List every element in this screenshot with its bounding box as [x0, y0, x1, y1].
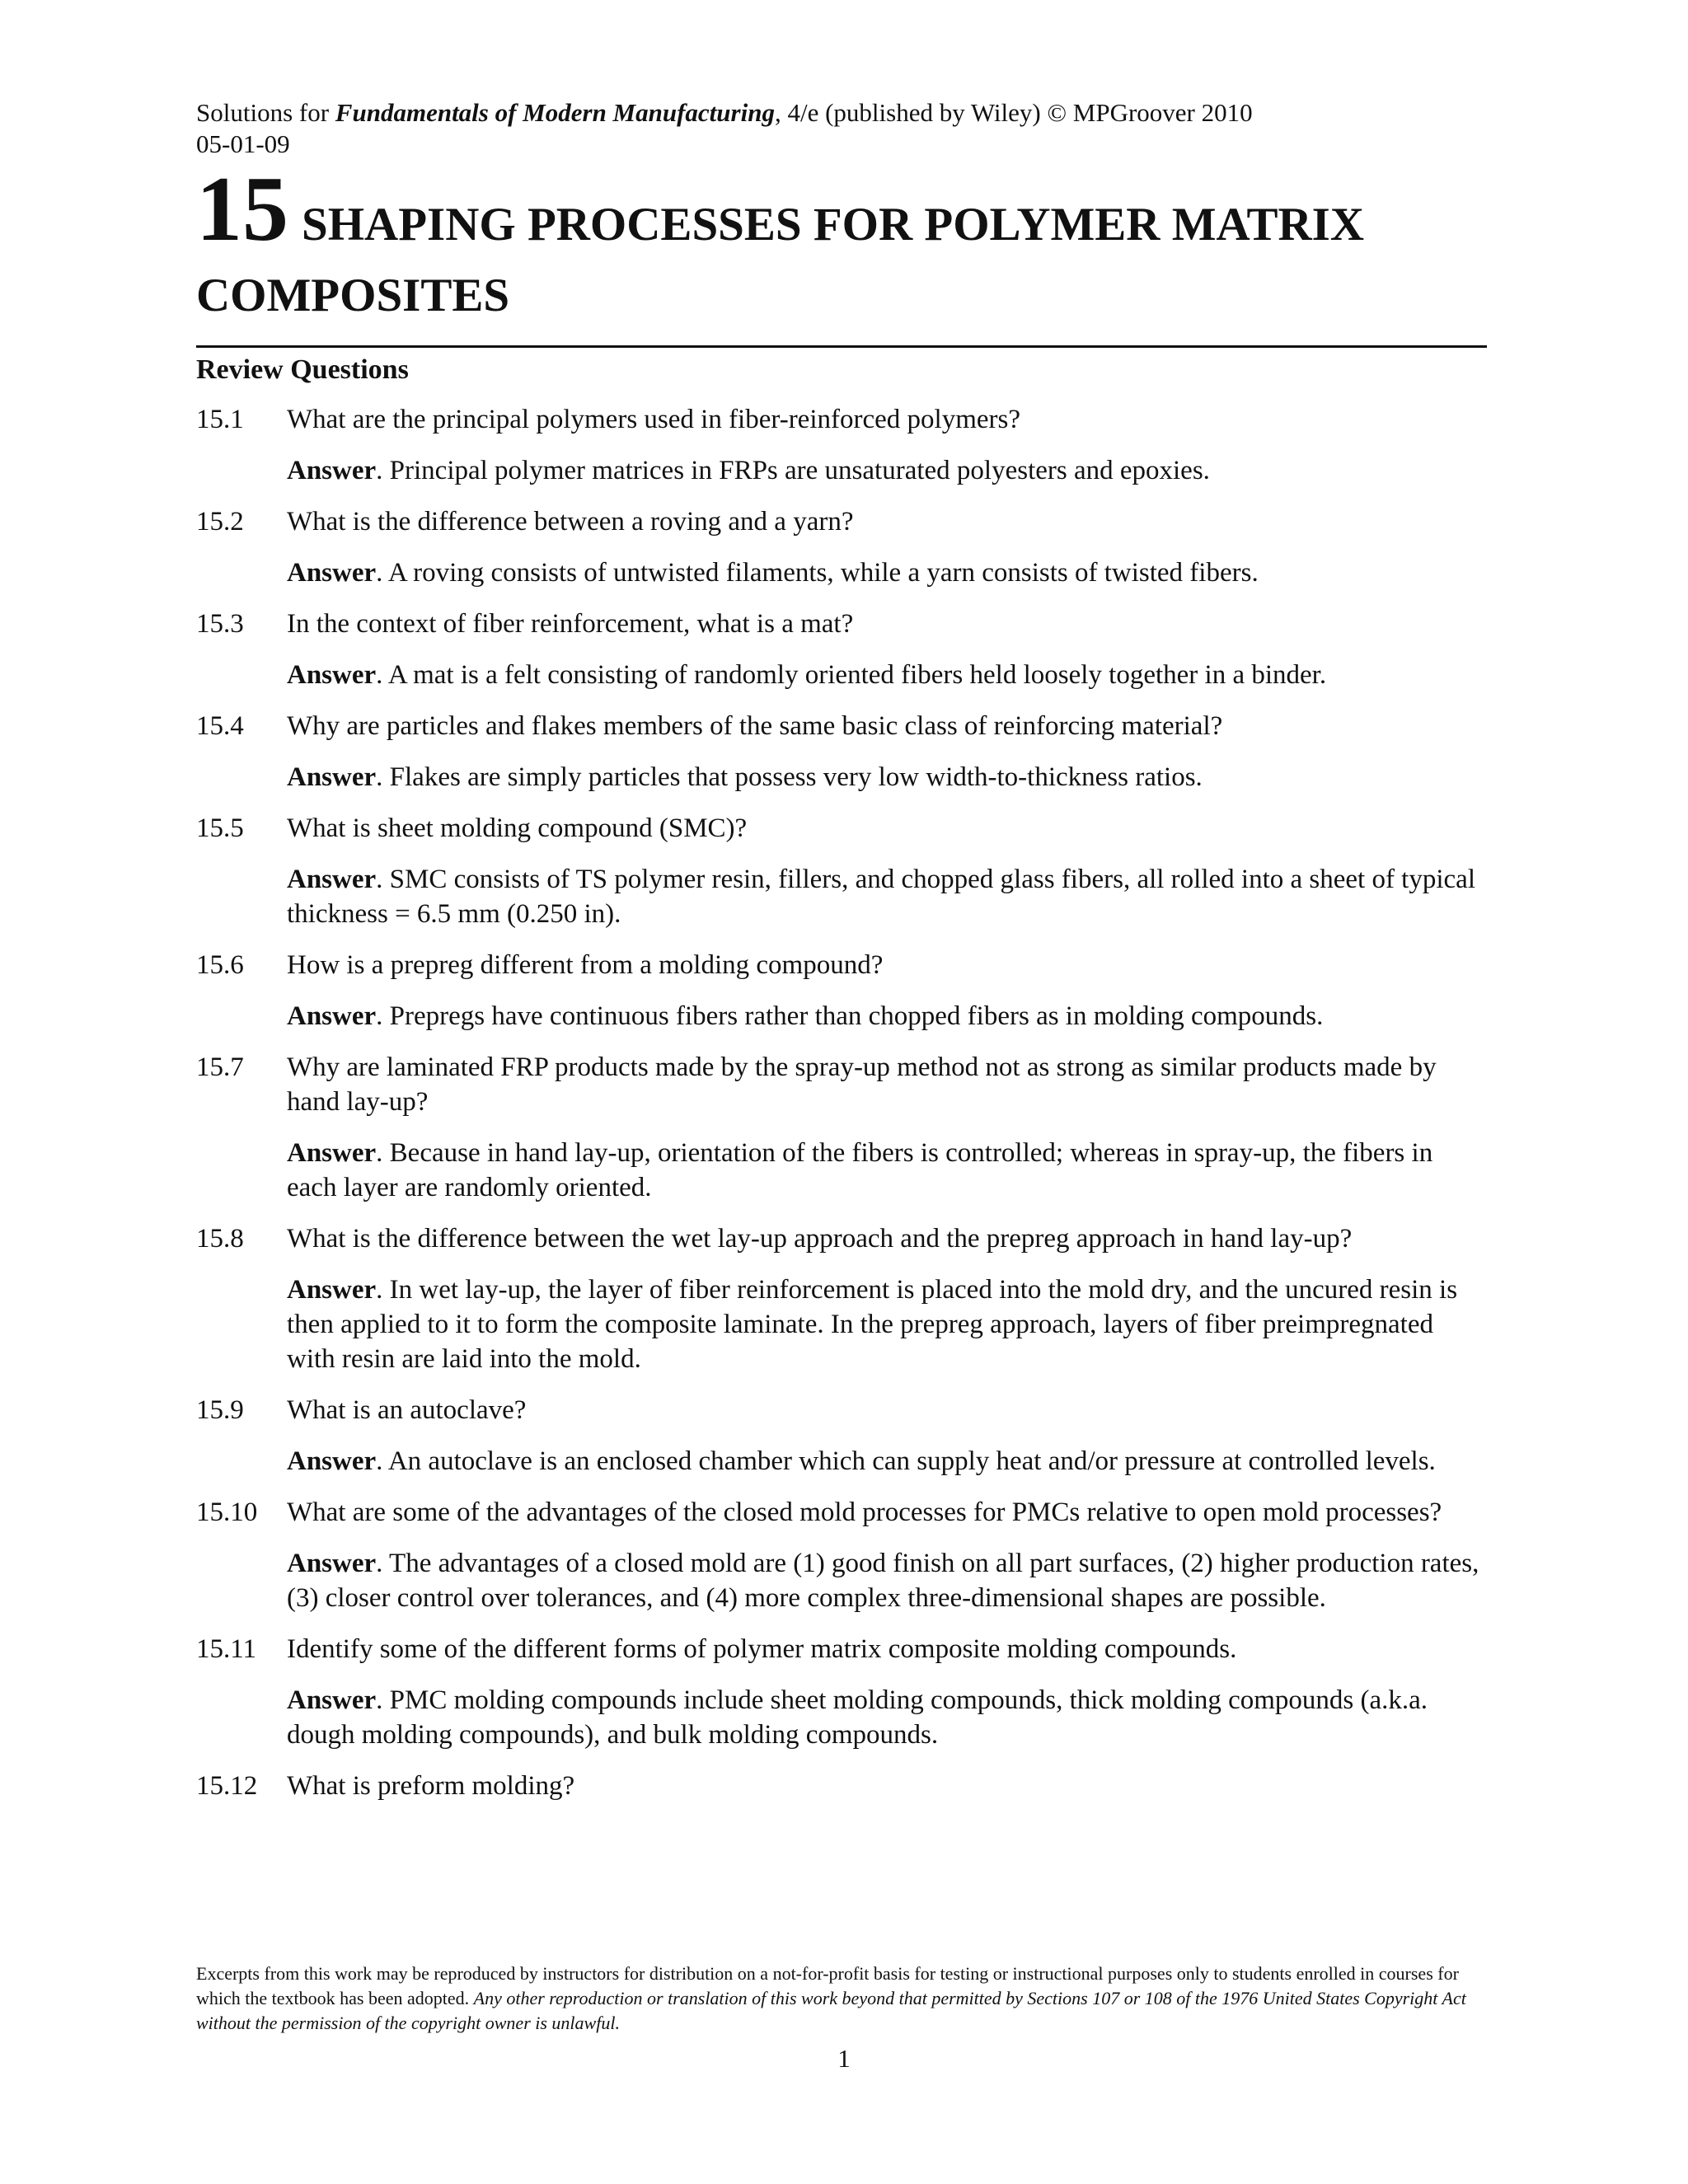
answer-label: Answer	[287, 456, 377, 485]
question-item	[196, 948, 1487, 1033]
question-item	[196, 709, 1487, 794]
answer-body: . An autoclave is an enclosed chamber which can supply heat and/or pressure at controlled levels.	[376, 1446, 1436, 1476]
question-number: 15.8	[196, 1224, 244, 1254]
question-text: What are the principal polymers used in fiber-reinforced polymers?	[287, 405, 1020, 434]
chapter-number: 15	[196, 158, 288, 260]
answer-label: Answer	[287, 865, 377, 894]
question-text: Identify some of the different forms of polymer matrix composite molding compounds.	[287, 1634, 1237, 1664]
question-number: 15.10	[196, 1497, 258, 1527]
question-text: In the context of fiber reinforcement, what is a mat?	[287, 609, 854, 639]
answer-text	[287, 1683, 1487, 1752]
answer-text	[287, 1444, 1487, 1479]
answer-body: . A mat is a felt consisting of randomly oriented fibers held loosely together in a binder.	[376, 660, 1327, 690]
question-item	[196, 504, 1487, 590]
question-number: 15.11	[196, 1634, 257, 1664]
document-date: 05-01-09	[196, 129, 290, 158]
answer-label: Answer	[287, 1685, 377, 1715]
answer-body: . In wet lay-up, the layer of fiber reinforcement is placed into the mold dry, and the uncured resin is then applied to it to form the composite laminate. In the prepreg approach, layers of fiber preimpregnated with resin are laid into the mold.	[287, 1275, 1458, 1374]
question-text: How is a prepreg different from a molding compound?	[287, 950, 884, 980]
answer-label: Answer	[287, 1275, 377, 1305]
heading-divider	[196, 345, 1487, 348]
chapter-title: SHAPING PROCESSES FOR POLYMER MATRIX COMPOSITES	[196, 199, 1364, 321]
question-item	[196, 1050, 1487, 1205]
question-item	[196, 1769, 1487, 1803]
question-number: 15.12	[196, 1771, 258, 1801]
answer-body: . Principal polymer matrices in FRPs are unsaturated polyesters and epoxies.	[376, 456, 1210, 485]
book-title: Fundamentals of Modern Manufacturing	[335, 98, 775, 127]
answer-text	[287, 999, 1487, 1033]
question-text: What is the difference between the wet lay-up approach and the prepreg approach in hand lay-up?	[287, 1224, 1353, 1254]
footer-notice: Excerpts from this work may be reproduced by instructors for distribution on a not-for-profit basis for testing or instructional purposes only to students enrolled in courses for which the textbook has been adopted.	[196, 1963, 1459, 2008]
copyright-footer	[196, 1961, 1487, 2036]
question-number: 15.9	[196, 1395, 244, 1425]
question-item	[196, 811, 1487, 931]
answer-text	[287, 1136, 1487, 1205]
answer-text	[287, 453, 1487, 488]
question-list	[196, 402, 1487, 1803]
header-suffix: , 4/e (published by Wiley) © MPGroover 2010	[774, 98, 1253, 127]
answer-label: Answer	[287, 1138, 377, 1168]
answer-body: . PMC molding compounds include sheet molding compounds, thick molding compounds (a.k.a. dough molding compounds), and bulk molding compounds.	[287, 1685, 1428, 1750]
answer-text	[287, 862, 1487, 931]
question-item	[196, 1393, 1487, 1479]
answer-label: Answer	[287, 1549, 377, 1578]
chapter-heading	[196, 158, 1487, 337]
answer-text	[287, 1272, 1487, 1376]
question-number: 15.3	[196, 609, 244, 639]
question-item	[196, 1495, 1487, 1615]
question-number: 15.7	[196, 1052, 244, 1082]
answer-body: . Prepregs have continuous fibers rather than chopped fibers as in molding compounds.	[376, 1001, 1324, 1031]
answer-label: Answer	[287, 762, 377, 792]
answer-body: . Flakes are simply particles that possess very low width-to-thickness ratios.	[376, 762, 1203, 792]
question-text: What is preform molding?	[287, 1771, 575, 1801]
question-text: What are some of the advantages of the closed mold processes for PMCs relative to open mold processes?	[287, 1497, 1442, 1527]
question-number: 15.6	[196, 950, 244, 980]
document-header	[196, 97, 1487, 129]
question-item	[196, 402, 1487, 488]
question-number: 15.1	[196, 405, 244, 434]
question-item	[196, 1221, 1487, 1376]
page-number: 1	[837, 2044, 851, 2073]
answer-text	[287, 555, 1487, 590]
answer-label: Answer	[287, 1001, 377, 1031]
answer-label: Answer	[287, 660, 377, 690]
answer-body: . Because in hand lay-up, orientation of the fibers is controlled; whereas in spray-up, the fibers in each layer are randomly oriented.	[287, 1138, 1433, 1202]
question-number: 15.5	[196, 813, 244, 843]
question-item	[196, 1632, 1487, 1752]
question-text: Why are particles and flakes members of the same basic class of reinforcing material?	[287, 711, 1223, 741]
footer-legal-notice: Any other reproduction or translation of this work beyond that permitted by Sections 107 or 108 of the 1976 United States Copyright Act without the permission of the copyright owner is unlawful.	[196, 1988, 1466, 2033]
question-text: What is the difference between a roving and a yarn?	[287, 507, 854, 537]
question-number: 15.2	[196, 507, 244, 537]
question-text: Why are laminated FRP products made by the spray-up method not as strong as similar products made by hand lay-up?	[287, 1052, 1437, 1117]
answer-text	[287, 760, 1487, 794]
header-prefix: Solutions for	[196, 98, 335, 127]
answer-label: Answer	[287, 558, 377, 588]
answer-body: . A roving consists of untwisted filaments, while a yarn consists of twisted fibers.	[376, 558, 1259, 588]
section-heading: Review Questions	[196, 354, 409, 385]
answer-label: Answer	[287, 1446, 377, 1476]
question-text: What is an autoclave?	[287, 1395, 527, 1425]
question-number: 15.4	[196, 711, 244, 741]
answer-body: . SMC consists of TS polymer resin, fillers, and chopped glass fibers, all rolled into a sheet of typical thickness = 6.5 mm (0.250 in).	[287, 865, 1475, 929]
question-text: What is sheet molding compound (SMC)?	[287, 813, 748, 843]
answer-text	[287, 1546, 1487, 1615]
answer-text	[287, 658, 1487, 692]
answer-body: . The advantages of a closed mold are (1) good finish on all part surfaces, (2) higher production rates, (3) closer control over tolerances, and (4) more complex three-dimensional shapes are possible.	[287, 1549, 1479, 1613]
document-page	[196, 97, 1487, 1820]
question-item	[196, 607, 1487, 692]
